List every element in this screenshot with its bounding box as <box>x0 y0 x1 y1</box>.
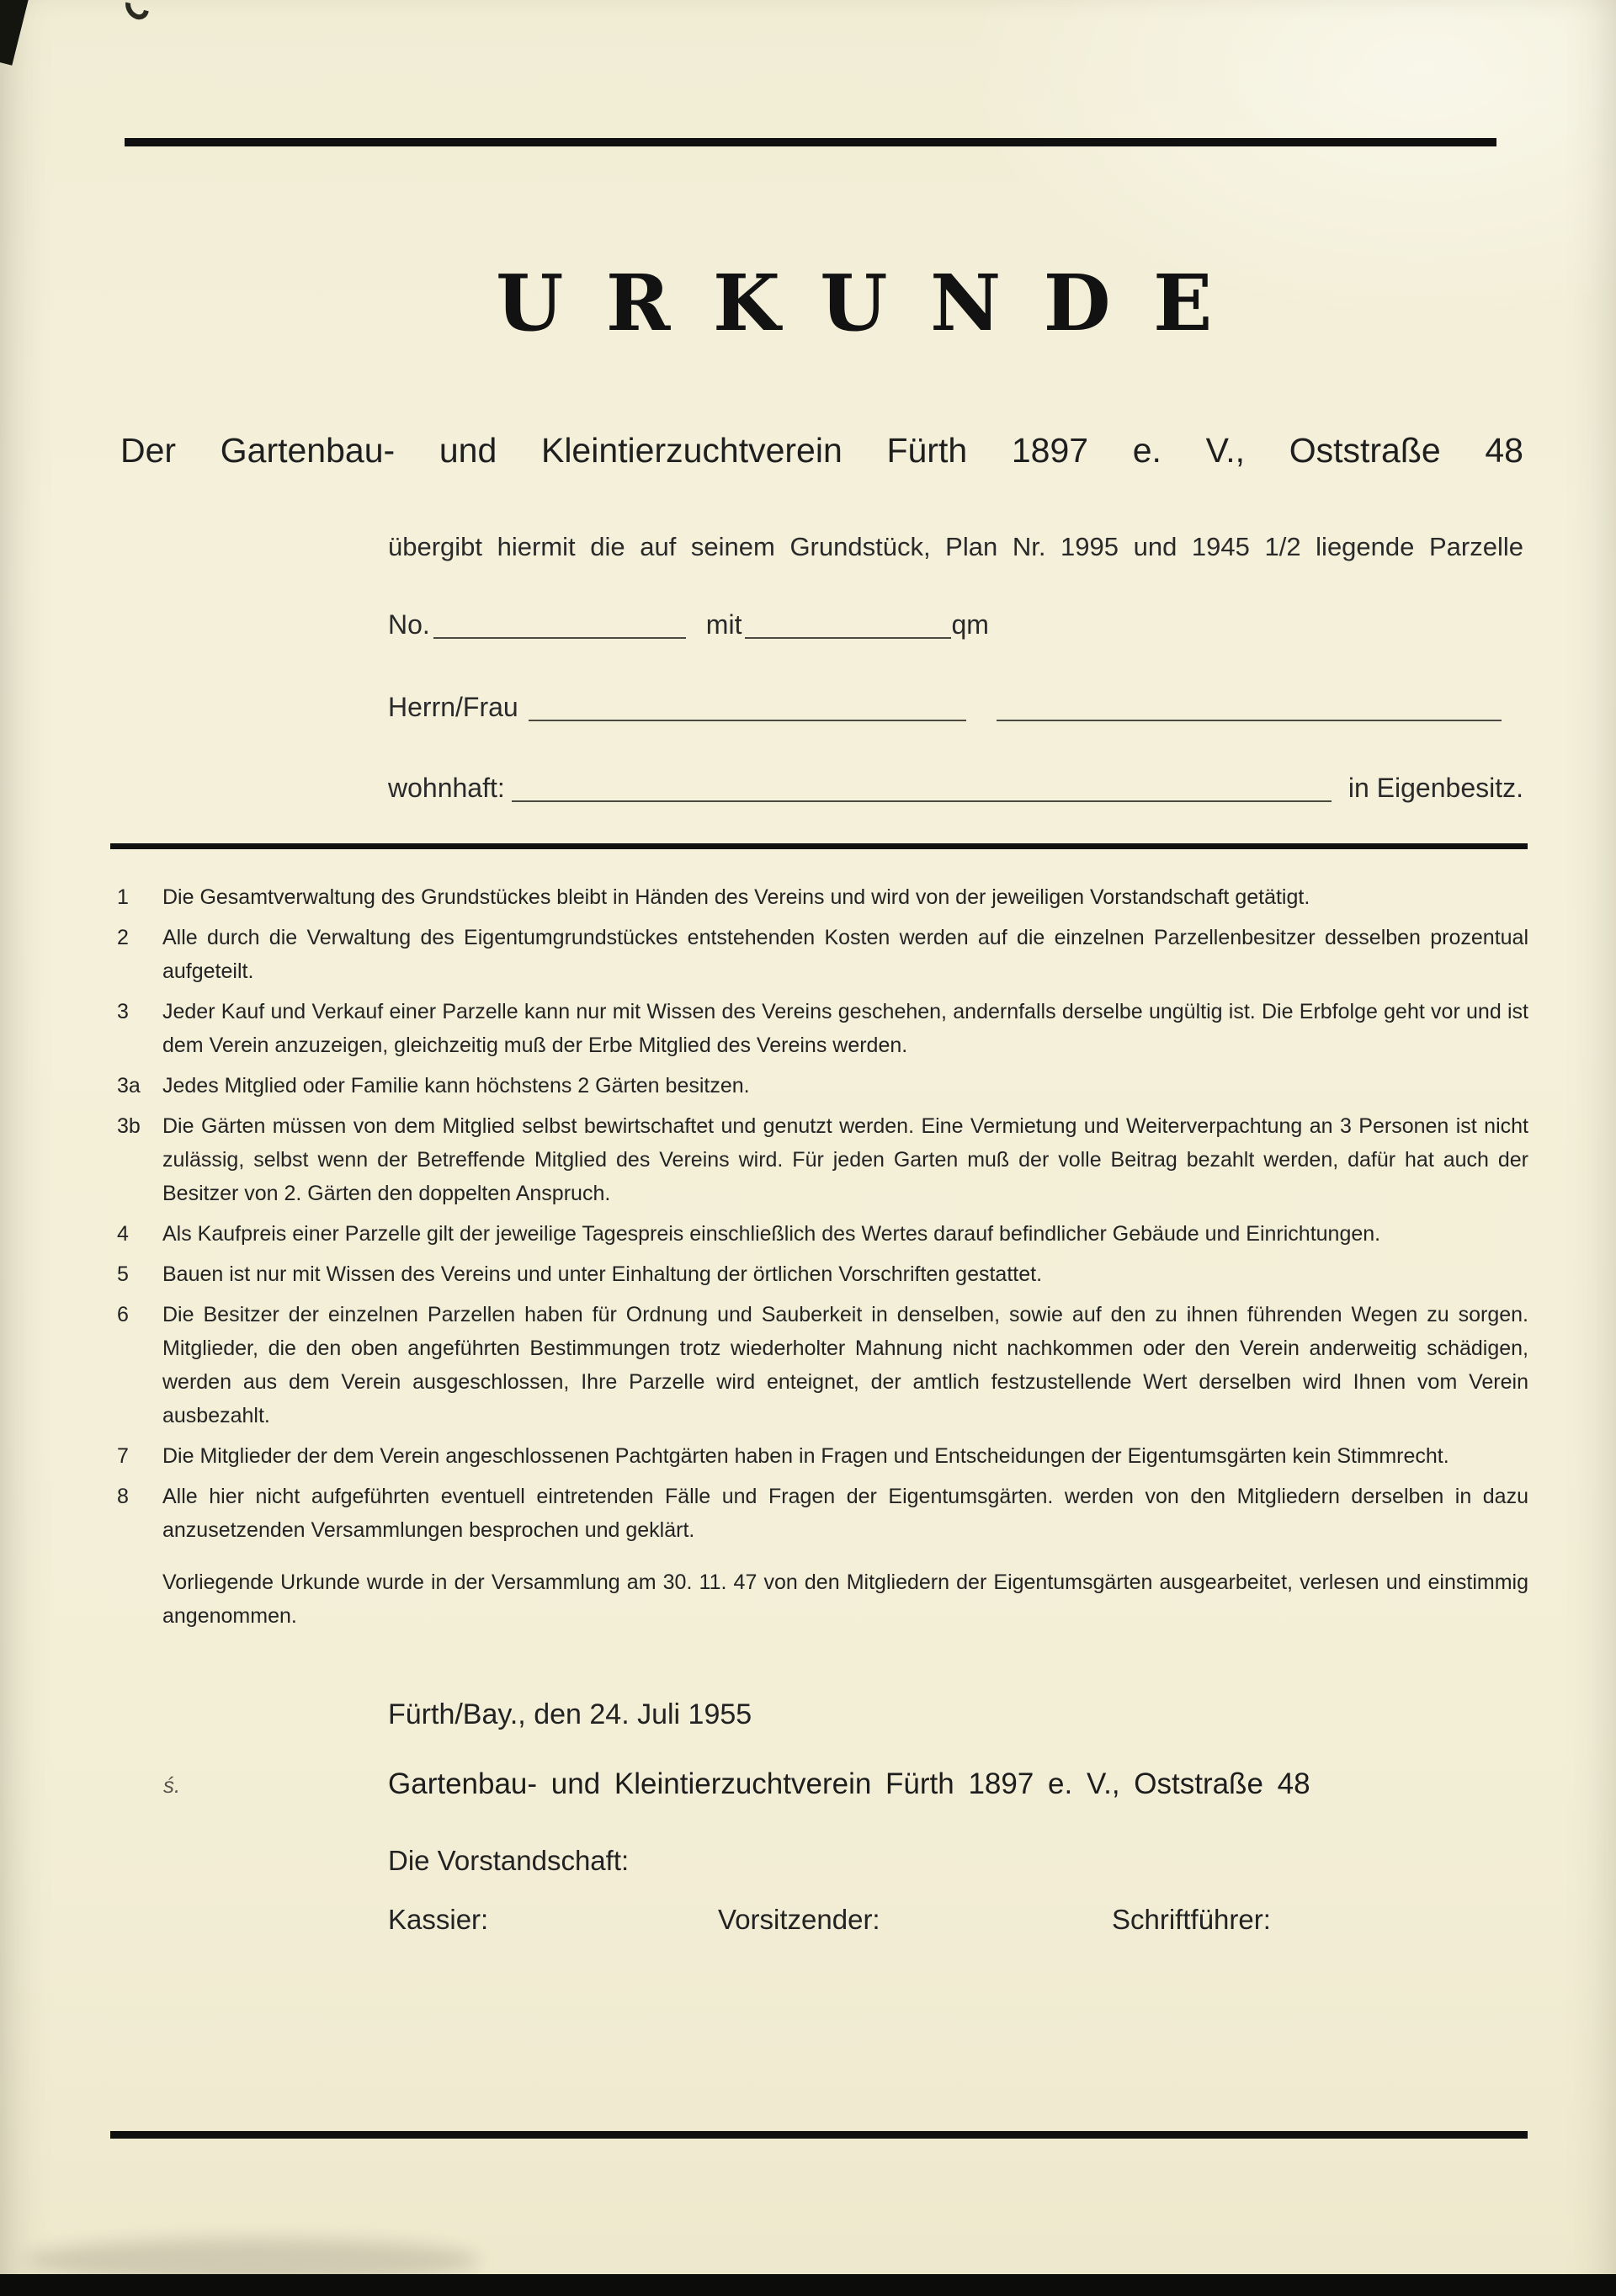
clause-number: 4 <box>117 1222 129 1246</box>
clause-text: Die Gesamtverwaltung des Grundstückes bleibt in Händen des Vereins und wird von der jeweiligen Vorstandschaft getätigt. <box>162 885 1310 909</box>
signature-place-date: Fürth/Bay., den 24. Juli 1955 <box>388 1698 752 1730</box>
residence-blank-line <box>512 773 1332 802</box>
mit-label: mit <box>705 609 742 640</box>
name-blank-line-2 <box>997 692 1502 721</box>
signature-roles-row <box>388 1904 1523 1943</box>
clause-number: 6 <box>117 1303 129 1326</box>
form-row-name <box>388 692 1523 724</box>
clause-text: Alle hier nicht aufgeführten eventuell eintretenden Fälle und Fragen der Eigentumsgärten. werden von den Mitgliedern derselben in dazu anzusetzenden Versammlungen besprochen und geklärt. <box>162 1485 1528 1542</box>
secretary-label: Schriftführer: <box>1112 1904 1271 1935</box>
clause-text: Die Gärten müssen von dem Mitglied selbst bewirtschaftet und genutzt werden. Eine Vermietung und Weiterverpachtung an 3 Personen ist nicht zulässig, selbst wenn der Betreffende Mitglied des Vereins wird. Für jeden Garten muß der volle Beitrag bezahlt werden, dafür hat auch der Besitzer von 2. Gärten den doppelten Anspruch. <box>162 1114 1528 1205</box>
clause-number: 3b <box>117 1114 141 1138</box>
qm-label: qm <box>951 609 989 640</box>
clause-text: Jeder Kauf und Verkauf einer Parzelle kann nur mit Wissen des Vereins geschehen, andernfalls derselbe ungültig ist. Die Erbfolge geht vor und ist dem Verein anzuzeigen, gleichzeitig muß der Erbe Mitglied des Vereins werden. <box>162 1000 1528 1057</box>
clause-number: 1 <box>117 885 129 909</box>
bottom-divider-rule <box>110 2131 1528 2139</box>
scan-artifact-bottom-edge <box>0 2274 1616 2296</box>
document-title: URKUNDE <box>496 258 1255 348</box>
handwritten-margin-mark: ś. <box>163 1772 181 1798</box>
clause-item-3 <box>110 995 1528 1062</box>
treasurer-label: Kassier: <box>388 1904 489 1935</box>
name-label: Herrn/Frau <box>388 692 518 722</box>
clause-number: 3 <box>117 1000 129 1023</box>
clause-item-8 <box>110 1480 1528 1547</box>
area-blank-line <box>745 609 951 639</box>
clause-item-7 <box>110 1439 1528 1473</box>
clause-item-5 <box>110 1257 1528 1291</box>
clause-number: 7 <box>117 1444 129 1468</box>
form-row-residence <box>388 773 1523 805</box>
scan-artifact-mark <box>120 0 153 24</box>
no-label: No. <box>388 609 430 640</box>
clause-number: 3a <box>117 1074 141 1098</box>
clause-text: Die Besitzer der einzelnen Parzellen haben für Ordnung und Sauberkeit in denselben, sowie auf den zu ihnen führenden Wegen zu sorgen. Mitglieder, die den oben angeführten Bestimmungen trotz wiederholter Mahnung nicht nachkommen oder den Verein anderweitig schädigen, werden aus dem Verein ausgeschlossen, Ihre Parzelle wird enteignet, der amtlich festzustellende Wert derselben wird Ihnen vom Verein ausbezahlt. <box>162 1303 1528 1427</box>
clause-text: Alle durch die Verwaltung des Eigentumgrundstückes entstehenden Kosten werden auf die einzelnen Parzellenbesitzer desselben prozentual aufgeteilt. <box>162 926 1528 983</box>
clause-item-6 <box>110 1298 1528 1432</box>
name-blank-line-1 <box>529 692 966 721</box>
clause-text: Jedes Mitglied oder Familie kann höchstens 2 Gärten besitzen. <box>162 1074 750 1098</box>
clause-item-2 <box>110 921 1528 988</box>
scan-artifact-corner <box>0 0 31 66</box>
signature-association-name: Gartenbau- und Kleintierzuchtverein Fürth 1897 e. V., Oststraße 48 <box>388 1767 1310 1800</box>
association-name-line: Der Gartenbau- und Kleintierzuchtverein Fürth 1897 e. V., Oststraße 48 <box>120 431 1523 470</box>
parcel-number-blank-line <box>433 609 686 639</box>
clause-text: Als Kaufpreis einer Parzelle gilt der jeweilige Tagespreis einschließlich des Wertes darauf befindlicher Gebäude und Einrichtungen. <box>162 1222 1381 1246</box>
signature-board-label: Die Vorstandschaft: <box>388 1845 630 1876</box>
clauses-list <box>110 880 1528 1633</box>
clause-item-4 <box>110 1217 1528 1251</box>
chairman-label: Vorsitzender: <box>718 1904 880 1935</box>
clause-item-3b <box>110 1109 1528 1210</box>
clause-number: 5 <box>117 1262 129 1286</box>
clause-number: 8 <box>117 1485 129 1508</box>
clause-text: Bauen ist nur mit Wissen des Vereins und unter Einhaltung der örtlichen Vorschriften gestattet. <box>162 1262 1043 1286</box>
form-row-parcel-number <box>388 609 989 641</box>
intro-line: übergibt hiermit die auf seinem Grundstück, Plan Nr. 1995 und 1945 1/2 liegende Parzelle <box>388 532 1523 561</box>
clause-item-3a <box>110 1069 1528 1103</box>
top-divider-rule <box>125 138 1496 146</box>
residence-label: wohnhaft: <box>388 773 505 803</box>
clause-text: Die Mitglieder der dem Verein angeschlossenen Pachtgärten haben in Fragen und Entscheidungen der Eigentumsgärten kein Stimmrecht. <box>162 1444 1449 1468</box>
clause-item-1 <box>110 880 1528 914</box>
middle-divider-rule <box>110 843 1528 849</box>
ownership-label: in Eigenbesitz. <box>1348 773 1523 803</box>
clause-number: 2 <box>117 926 129 949</box>
closing-paragraph: Vorliegende Urkunde wurde in der Versammlung am 30. 11. 47 von den Mitgliedern der Eigentumsgärten ausgearbeitet, verlesen und einstimmig angenommen. <box>162 1571 1528 1628</box>
